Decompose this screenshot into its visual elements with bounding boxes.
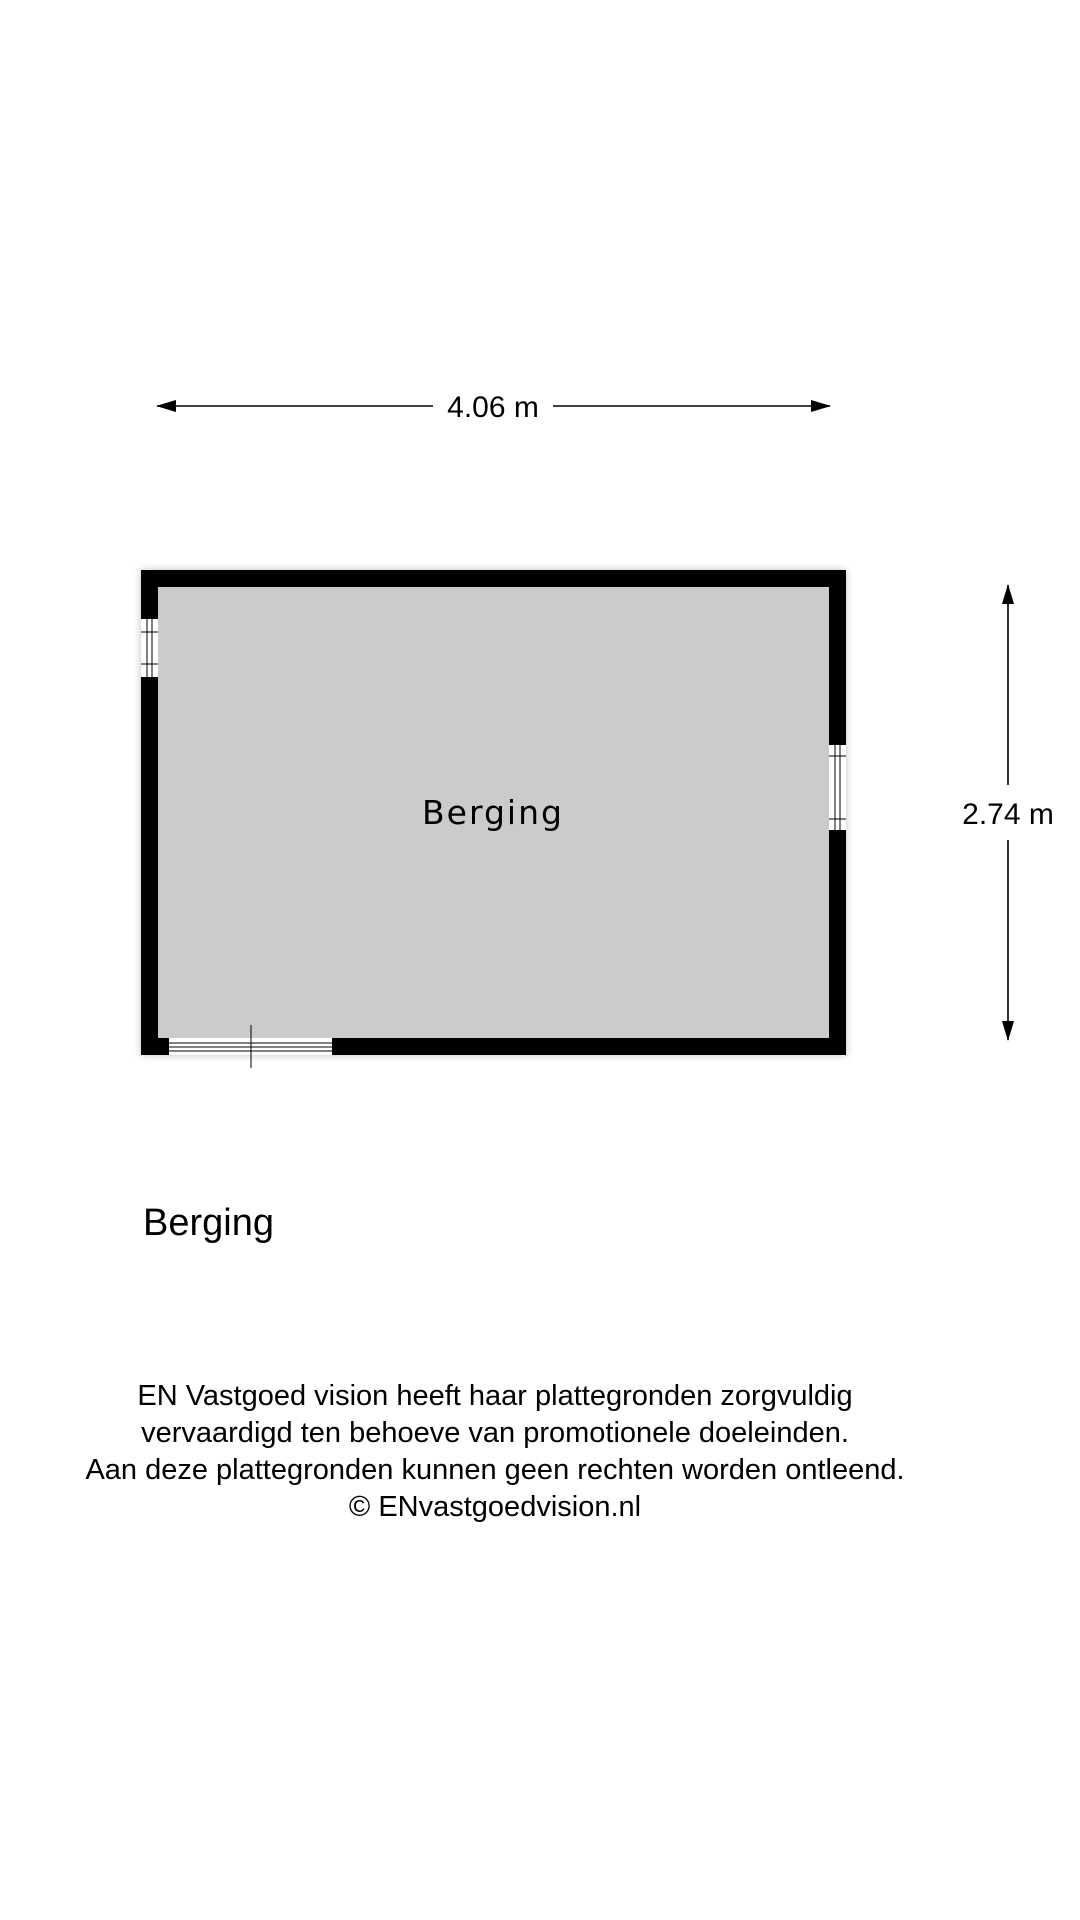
room-label: Berging <box>422 793 564 832</box>
height-dimension-label: 2.74 m <box>962 798 1054 831</box>
width-dimension <box>157 391 830 424</box>
disclaimer-line: EN Vastgoed vision heeft haar plattegronden zorgvuldig <box>137 1380 853 1412</box>
disclaimer-line: vervaardigd ten behoeve van promotionele doeleinden. <box>141 1417 849 1449</box>
width-dimension-label: 4.06 m <box>447 391 539 424</box>
disclaimer <box>0 1378 990 1526</box>
floor-title: Berging <box>143 1202 274 1244</box>
disclaimer-line: Aan deze plattegronden kunnen geen rechten worden ontleend. <box>85 1454 905 1486</box>
height-dimension <box>962 585 1054 1040</box>
disclaimer-copyright: © ENvastgoedvision.nl <box>348 1491 642 1523</box>
room-berging <box>141 570 846 1068</box>
window-right-wall <box>829 745 846 830</box>
window-left-wall <box>141 619 158 677</box>
